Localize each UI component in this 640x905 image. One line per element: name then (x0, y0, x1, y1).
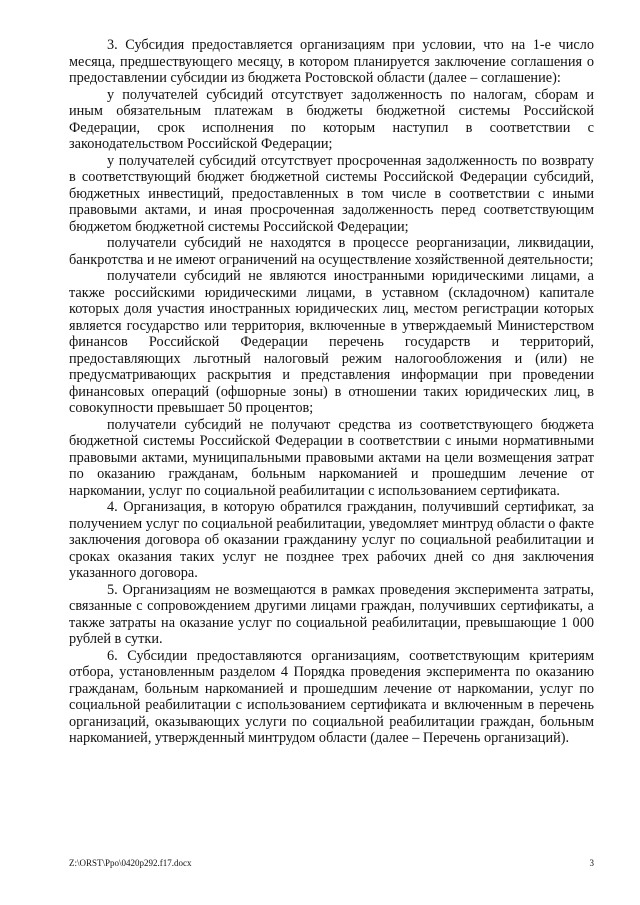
footer-file-path: Z:\ORST\Ppo\0420p292.f17.docx (69, 858, 192, 868)
document-body (69, 37, 594, 747)
paragraph-section-5: 5. Организациям не возмещаются в рамках проведения эксперимента затраты, связанные с сопровождением другими лицами граждан, получивших сертификаты, а также затраты на оказание услуг по социальной реабилитации, превышающие 1 000 рублей в сутки. (69, 581, 594, 647)
paragraph-condition-intro: 3. Субсидия предоставляется организациям при условии, что на 1-е число месяца, предшествующего месяцу, в котором планируется заключение соглашения о предоставлении субсидии из бюджета Ростовской области (далее – соглашение): (69, 37, 594, 86)
page-number: 3 (589, 858, 594, 868)
paragraph-no-tax-debt: у получателей субсидий отсутствует задолженность по налогам, сборам и иным обязательным платежам в бюджеты бюджетной системы Российской Федерации, срок исполнения по которым наступил в соответствии с законодательством Российской Федерации; (69, 86, 594, 152)
paragraph-section-4: 4. Организация, в которую обратился гражданин, получивший сертификат, за получением услуг по социальной реабилитации, уведомляет минтруд области о факте заключения договора об оказании гражданину услуг по социальной реабилитации и сроках оказания таких услуг не позднее трех рабочих дней со дня заключения указанного договора. (69, 499, 594, 581)
paragraph-no-reorganization: получатели субсидий не находятся в процессе реорганизации, ликвидации, банкротства и не имеют ограничений на осуществление хозяйственной деятельности; (69, 235, 594, 268)
paragraph-not-foreign-entities: получатели субсидий не являются иностранными юридическими лицами, а также российскими юридическими лицами, в уставном (складочном) капитале которых доля участия иностранных юридических лиц, местом регистрации которых является государство или территория, включенные в утверждаемый Министерством финансов Российской Федерации перечень государств и территорий, предоставляющих льготный налоговый режим налогообложения и (или) не предусматривающих раскрытия и представления информации при проведении финансовых операций (офшорные зоны) в отношении таких юридических лиц, в совокупности превышает 50 процентов; (69, 268, 594, 416)
paragraph-section-6: 6. Субсидии предоставляются организациям, соответствующим критериям отбора, установленным разделом 4 Порядка проведения эксперимента по оказанию гражданам, больным наркоманией и прошедшим лечение от наркомании, услуг по социальной реабилитации с использованием сертификата и включенным в перечень организаций, оказывающих услуги по социальной реабилитации граждан, больным наркоманией, утвержденный минтрудом области (далее – Перечень организаций). (69, 647, 594, 746)
paragraph-no-other-funds: получатели субсидий не получают средства из соответствующего бюджета бюджетной системы Российской Федерации в соответствии с иными нормативными правовыми актами, муниципальными правовыми актами на цели возмещения затрат по оказанию гражданам, больным наркоманией и прошедшим лечение от наркомании, услуг по социальной реабилитации с использованием сертификата. (69, 416, 594, 499)
paragraph-no-overdue-debt: у получателей субсидий отсутствует просроченная задолженность по возврату в соответствующий бюджет бюджетной системы Российской Федерации субсидий, бюджетных инвестиций, предоставленных в том числе в соответствии с иными правовыми актами, и иная просроченная задолженность перед соответствующим бюджетом бюджетной системы Российской Федерации; (69, 152, 594, 235)
